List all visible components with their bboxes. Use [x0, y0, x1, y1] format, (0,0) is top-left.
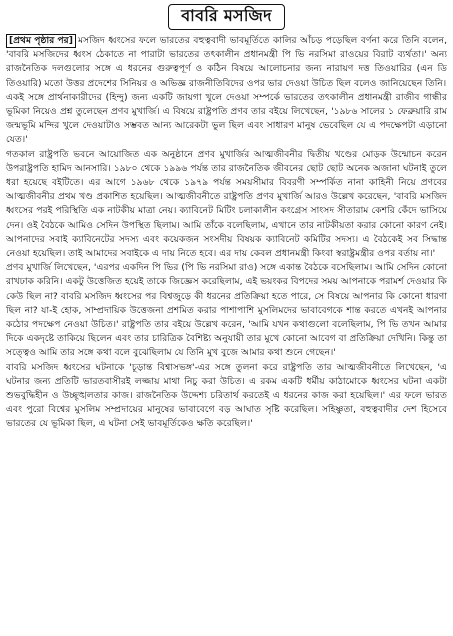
headline: বাবরি মসজিদ — [168, 4, 285, 30]
paragraph-1 — [6, 34, 447, 91]
paragraph-2: একই সঙ্গে প্রার্থনাকারীদের (হিন্দু) জন্য একটি জায়গা খুলে দেওয়া সম্পর্কে ভারতের তৎকালীন প্রধানমন্ত্রী রাজীব গান্ধীর ভূমিকা নিয়েও প্রশ্ন তুলেছেন প্রণব মুখার্জি। এ বিষয়ে রাষ্ট্রপতি প্রণব তার বইয়ে লিখেছেন, '১৯৮৬ সালের ১ ফেব্রুয়ারি রাম জন্মভূমি মন্দির খুলে দেওয়াটাও সম্ভবত আন্য আরেকটা ভুল ছিল এবং সাধারণ মানুষ ভেবেছিল যে এ পদক্ষেপটা এড়ানো যেত।' — [6, 91, 447, 146]
continued-from-front-page-tag: [প্রথম পৃষ্ঠার পর] — [6, 34, 76, 48]
paragraph-3: গতকাল রাষ্ট্রপতি ভবনে আয়োজিত এক অনুষ্ঠানে প্রণব মুখার্জির আত্মজীবনীর দ্বিতীয় খণ্ডের মোড়ক উন্মোচন করেন উপরাষ্ট্রপতি হামিদ আনসারি। ১৯৮০ থেকে ১৯৯৬ পর্যন্ত তার রাজনৈতিক জীবনের ছোট ছোট অনেক অজানা ঘটনাই তুলে ধরা হয়েছে বইটিতে। এর আগে ১৯৬৮ থেকে ১৯৭৯ পর্যন্ত সময়সীমার বিবরণী সম্পর্কিত নানা কাহিনী নিয়ে প্রণবের আত্মজীবনীর প্রথম খণ্ড প্রকাশিত হয়েছিল। আত্মজীবনীতে রাষ্ট্রপতি প্রণব মুখার্জি আরও উল্লেখ করেছেন, 'বাবরি মসজিদ ধ্বংসের পরই পরিস্থিতি এক নাটকীয় মাত্রা নেয়। ক্যাবিনেট মিটিং চলাকালীন কংগ্রেস সাংসদ সীতারাম কেশরি কেঁদে ভাসিয়ে দেন। ওই বৈঠকে আমিও সেদিন উপস্থিত ছিলাম। আমি তাঁকে বলেছিলাম, এখানে তার নাটকীয়তা করার কোনো কারণ নেই। আপনাদের সবাই ক্যাবিনেটের সদস্য এবং কয়েকজন সংসদীয় বিষয়ক ক্যাবিনেট কমিটির সদস্য। এ বৈঠকেই সব সিদ্ধান্ত নেওয়া হয়েছিল। তাই আমাদের সবাইকে এ দায় নিতে হবে। এর দায় কেবল প্রধানমন্ত্রী কিংবা স্বরাষ্ট্রমন্ত্রীর ওপর বর্তায় না।' — [6, 148, 448, 260]
paragraph-4: প্রণব মুখার্জি লিখেছেন, 'এরপর একদিন পি ভির (পি ভি নরসিমা রাও) সঙ্গে একান্ত বৈঠকে বসেছিলাম। আমি সেদিন কোনো রাখঢাক করিনি। একটু উত্তেজিত হয়েই তাকে জিজ্ঞেস করেছিলাম, এই ভয়ংকর বিপদের সময় আপনাকে পরামর্শ দেওয়ার কি কেউ ছিল না? বাবরি মসজিদ ধ্বংসের পর বিশ্বজুড়ে কী ধরনের প্রতিক্রিয়া হতে পারে, সে বিষয়ে আপনার কি কোনো ধারণা ছিল না? যা-ই হোক, সাম্প্রদায়িক উত্তেজনা প্রশমিত করার পাশাপাশি মুসলিমদের ভাবাবেগকে শান্ত করতে এখনই আপনার কঠোর পদক্ষেপ নেওয়া উচিত।' রাষ্ট্রপতি তার বইয়ে উল্লেখ করেন, 'আমি যখন কথাগুলো বলেছিলাম, পি ভি তখন আমার দিকে একদৃষ্টে তাকিয়ে ছিলেন এবং তার চারিত্রিক বৈশিষ্ট্য অনুযায়ী তার মুখে কোনো আবেগ বা প্রতিক্রিয়া দেখিনি। কিন্তু তা সত্ত্বেও আমি তার সঙ্গে কথা বলে বুঝেছিলাম যে তিনি মুখ বুজে আমার কথা শুনে গেছেন।' — [6, 262, 447, 359]
article-body — [6, 34, 447, 432]
headline-container — [6, 4, 447, 30]
paragraph-1-text: মসজিদ ধ্বংসের ফলে ভারতের বহুত্ববাদী ভাবমূর্তিতে কালির আঁচড় পড়েছিল বর্ণনা করে তিনি বলেন, 'বাবরি মসজিদের ধ্বংস ঠেকাতে না পারাটা ভারতের তৎকালীন প্রধানমন্ত্রী পি ভি নরসিমা রাওয়ের বিরাট ব্যর্থতা।' অন্য রাজনৈতিক দলগুলোর সঙ্গে এ ধরনের গুরুত্বপূর্ণ ও কঠিন বিষয়ে আলোচনার জন্য নারায়ণ দত্ত তিওয়ারির (এন ডি তিওয়ারি) মতো উত্তর প্রদেশের সিনিয়র ও অভিজ্ঞ রাজনীতিবিদের ওপর ভার দেওয়া উচিত ছিল বলেও জানিয়েছেন তিনি। — [6, 35, 447, 89]
paragraph-5: বাবরি মসজিদ ধ্বংসের ঘটনাকে 'চূড়ান্ত বিশ্বাসভঙ্গ'-এর সঙ্গে তুলনা করে রাষ্ট্রপতি তার আত্মজীবনীতে লিখেছেন, 'এ ঘটনার জন্য প্রতিটি ভারতবাসীরই লজ্জায় মাথা নিচু করা উচিত। এ রকম একটি ধর্মীয় কাঠামোকে ধ্বংসের ঘটনা একটা শুভবুদ্ধিহীন ও উচ্ছৃঙ্খলতার কাজ। রাজনৈতিক উদ্দেশ্য চরিতার্থ করতেই এ ধরনের কাজ করা হয়েছিল।' এর ফলে ভারত এবং পুরো বিশ্বের মুসলিম সম্প্রদায়ের মানুষের ভাবাবেগে বড় আঘাত সৃষ্টি করেছিল। সহিষ্ণুতা, বহুত্ববাদীর দেশ হিসেবে ভারতের যে ভূমিকা ছিল, এ ঘটনা সেই ভাবমূর্তিকেও ক্ষতি করেছিল।' — [6, 361, 447, 430]
